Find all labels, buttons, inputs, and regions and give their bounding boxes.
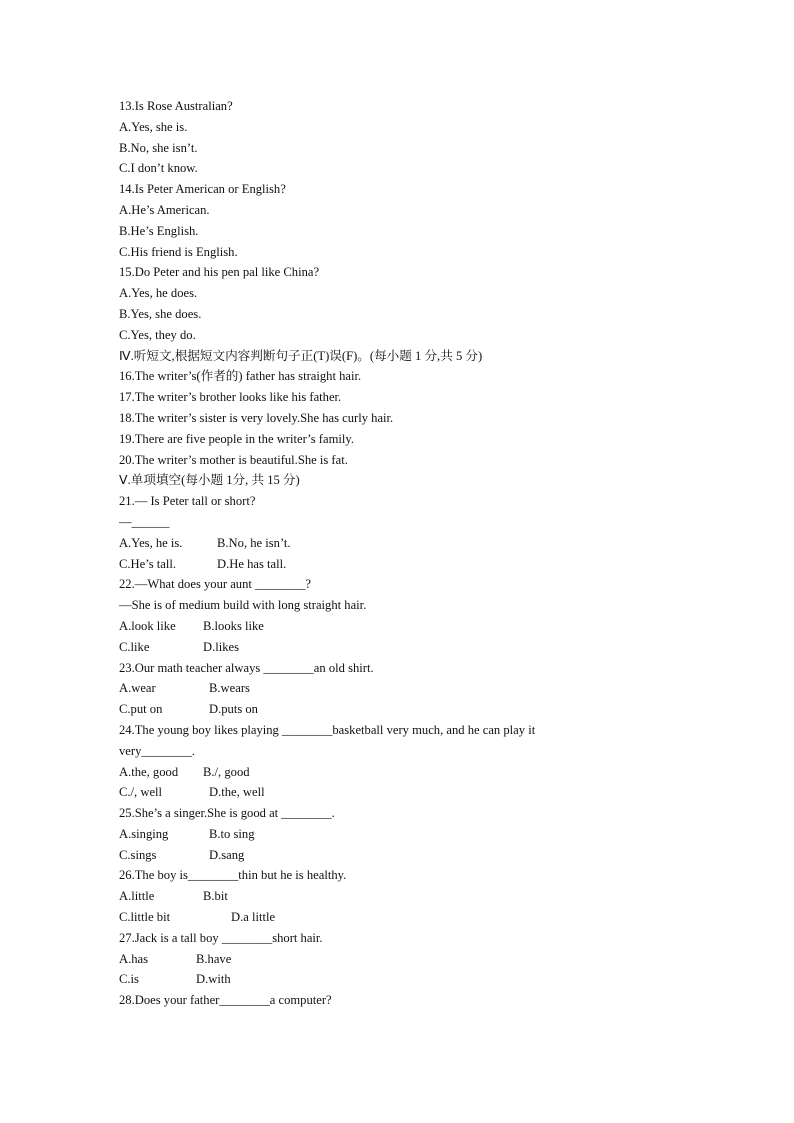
options-27-row2	[119, 969, 639, 990]
question-23: 23.Our math teacher always ________an old shirt.	[119, 660, 374, 675]
options-23-row1	[119, 678, 639, 699]
option-15a: A.Yes, he does.	[119, 286, 198, 301]
option-25a: A.singing	[119, 826, 169, 841]
worksheet-page	[119, 96, 639, 1011]
options-23-row2	[119, 699, 639, 720]
option-22d: D.likes	[203, 639, 240, 654]
question-25: 25.She’s a singer.She is good at ________.	[119, 806, 335, 821]
statement-18: 18.The writer’s sister is very lovely.She has curly hair.	[119, 410, 394, 425]
options-22-row1	[119, 616, 639, 637]
options-25-row1	[119, 824, 639, 845]
question-22: 22.—What does your aunt ________?	[119, 577, 312, 592]
option-26d: D.a little	[231, 910, 276, 925]
option-14c: C.His friend is English.	[119, 244, 238, 259]
statement-16: 16.The writer’s(作者的) father has straight hair.	[119, 369, 362, 384]
option-22b: B.looks like	[203, 618, 264, 633]
option-21d: D.He has tall.	[217, 556, 287, 571]
option-26a: A.little	[119, 889, 155, 904]
question-21: 21.— Is Peter tall or short?	[119, 494, 256, 509]
option-14b: B.He’s English.	[119, 223, 199, 238]
options-26-row1	[119, 886, 639, 907]
option-23c: C.put on	[119, 702, 163, 717]
statement-19: 19.There are five people in the writer’s family.	[119, 431, 354, 446]
option-21a: A.Yes, he is.	[119, 535, 183, 550]
question-28: 28.Does your father________a computer?	[119, 993, 332, 1008]
option-24d: D.the, well	[209, 785, 265, 800]
section-5-heading: Ⅴ.单项填空(每小题 1分, 共 15 分)	[119, 473, 300, 488]
option-26b: B.bit	[203, 889, 228, 904]
option-23d: D.puts on	[209, 702, 258, 717]
statement-17: 17.The writer’s brother looks like his father.	[119, 390, 342, 405]
option-27d: D.with	[196, 972, 231, 987]
options-21-row2	[119, 554, 639, 575]
question-13: 13.Is Rose Australian?	[119, 99, 233, 113]
option-27c: C.is	[119, 972, 139, 987]
option-24a: A.the, good	[119, 764, 179, 779]
answer-22: —She is of medium build with long straight hair.	[119, 598, 367, 613]
options-25-row2	[119, 845, 639, 866]
option-25d: D.sang	[209, 847, 245, 862]
option-22c: C.like	[119, 639, 150, 654]
option-15b: B.Yes, she does.	[119, 306, 202, 321]
option-13c: C.I don’t know.	[119, 161, 198, 176]
option-13b: B.No, she isn’t.	[119, 140, 198, 155]
option-21c: C.He’s tall.	[119, 556, 177, 571]
section-4-heading: Ⅳ.听短文,根据短文内容判断句子正(T)误(F)。(每小题 1 分,共 5 分)	[119, 348, 483, 363]
options-24-row2	[119, 782, 639, 803]
option-21b: B.No, he isn’t.	[217, 535, 291, 550]
option-27b: B.have	[196, 951, 232, 966]
options-27-row1	[119, 949, 639, 970]
option-25b: B.to sing	[209, 826, 255, 841]
options-24-row1	[119, 762, 639, 783]
options-22-row2	[119, 637, 639, 658]
option-24c: C./, well	[119, 785, 163, 800]
option-26c: C.little bit	[119, 910, 171, 925]
options-21-row1	[119, 533, 639, 554]
option-13a: A.Yes, she is.	[119, 119, 188, 134]
answer-blank-21: —______	[119, 514, 170, 529]
question-14: 14.Is Peter American or English?	[119, 182, 286, 197]
options-26-row2	[119, 907, 639, 928]
question-27: 27.Jack is a tall boy ________short hair.	[119, 930, 323, 945]
question-24: 24.The young boy likes playing ________basketball very much, and he can play it	[119, 722, 536, 737]
option-23a: A.wear	[119, 681, 156, 696]
option-25c: C.sings	[119, 847, 157, 862]
option-22a: A.look like	[119, 618, 176, 633]
question-15: 15.Do Peter and his pen pal like China?	[119, 265, 320, 280]
question-24-cont: very________.	[119, 743, 195, 758]
option-23b: B.wears	[209, 681, 250, 696]
option-14a: A.He’s American.	[119, 202, 210, 217]
option-24b: B./, good	[203, 764, 250, 779]
option-15c: C.Yes, they do.	[119, 327, 196, 342]
statement-20: 20.The writer’s mother is beautiful.She is fat.	[119, 452, 348, 467]
question-26: 26.The boy is________thin but he is healthy.	[119, 868, 347, 883]
option-27a: A.has	[119, 951, 149, 966]
